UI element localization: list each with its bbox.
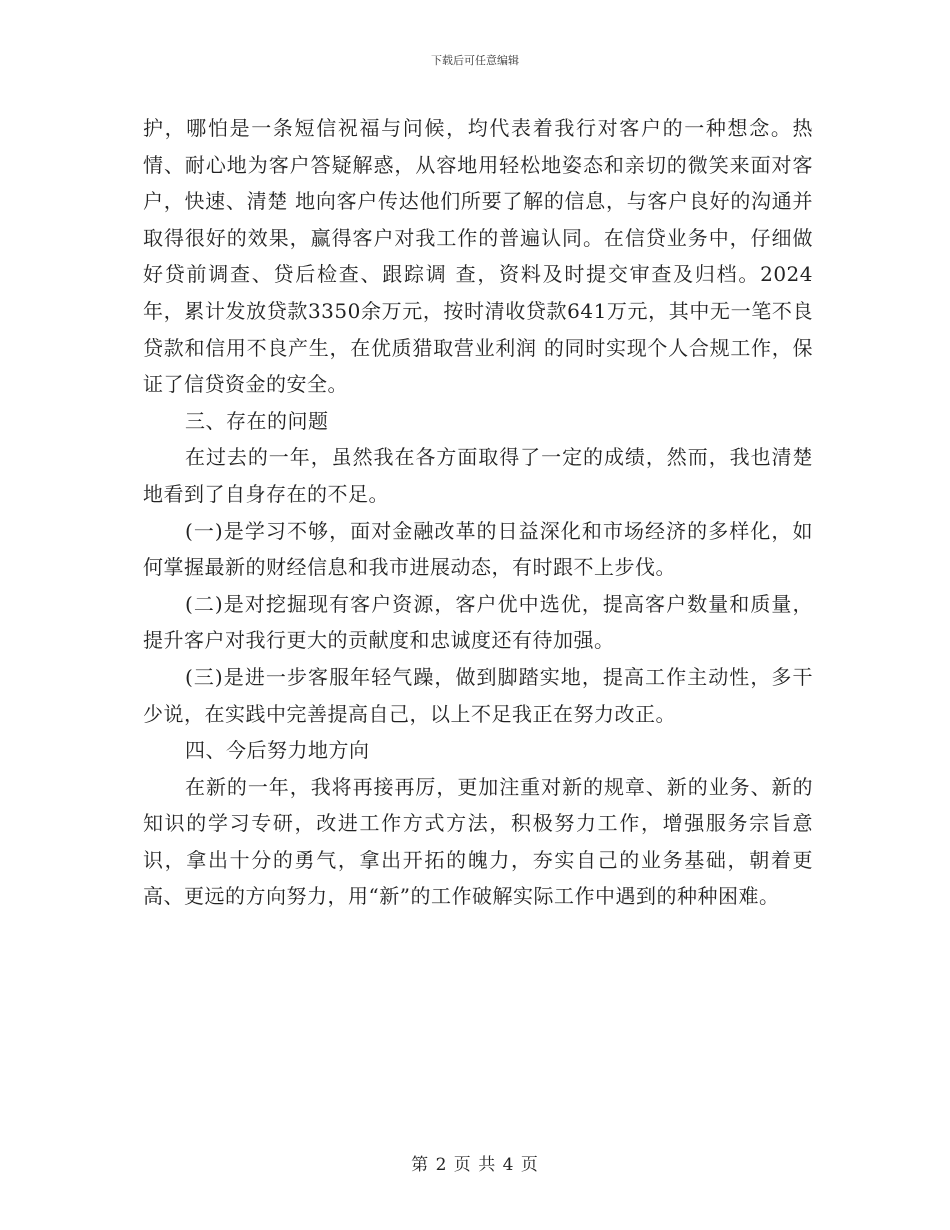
paragraph-problem-2: (二)是对挖掘现有客户资源，客户优中选优，提高客户数量和质量，提升客户对我行更大的贡献度和忠诚度还有待加强。 bbox=[143, 591, 813, 653]
page-number-suffix: 页 bbox=[520, 1155, 539, 1175]
paragraph-future-direction: 在新的一年，我将再接再厉，更加注重对新的规章、新的业务、新的知识的学习专研，改进工作方式方法，积极努力工作，增强服务宗旨意识，拿出十分的勇气，拿出开拓的魄力，夯实自己的业务基础，朝着更高、更远的方向努力，用“新”的工作破解实际工作中遇到的种种困难。 bbox=[143, 774, 813, 909]
page-number-middle: 页 共 bbox=[453, 1155, 497, 1175]
paragraph-customer-service: 护，哪怕是一条短信祝福与问候，均代表着我行对客户的一种想念。热情、耐心地为客户答疑解惑，从容地用轻松地姿态和亲切的微笑来面对客户，快速、清楚 地向客户传达他们所要了解的信息，与客户良好的沟通并取得很好的效果，赢得客户对我工作的普遍认同。在信贷业务中，仔细做好贷前调查、贷后检查、跟踪调 查，资料及时提交审查及归档。2024年，累计发放贷款3350余万元，按时清收贷款641万元，其中无一笔不良贷款和信用不良产生，在优质猎取营业利润 的同时实现个人合规工作，保证了信贷资金的安全。 bbox=[143, 116, 813, 397]
total-page-count: 4 bbox=[502, 1155, 515, 1175]
paragraph-problem-3: (三)是进一步客服年轻气躁，做到脚踏实地，提高工作主动性，多干少说，在实践中完善提高自己，以上不足我正在努力改正。 bbox=[143, 664, 813, 726]
page-footer bbox=[0, 1154, 950, 1176]
page-number-prefix: 第 bbox=[411, 1155, 430, 1175]
section-heading-direction: 四、今后努力地方向 bbox=[185, 738, 370, 763]
page-header bbox=[0, 54, 950, 68]
paragraph-problems-intro: 在过去的一年，虽然我在各方面取得了一定的成绩，然而，我也清楚地看到了自身存在的不足。 bbox=[143, 445, 813, 506]
header-text: 下载后可任意编辑 bbox=[431, 54, 519, 67]
paragraph-problem-1: (一)是学习不够，面对金融改革的日益深化和市场经济的多样化，如何掌握最新的财经信息和我市进展动态，有时跟不上步伐。 bbox=[143, 518, 813, 580]
document-body bbox=[143, 110, 813, 915]
current-page-number: 2 bbox=[435, 1155, 448, 1175]
section-heading-problems: 三、存在的问题 bbox=[185, 408, 329, 433]
